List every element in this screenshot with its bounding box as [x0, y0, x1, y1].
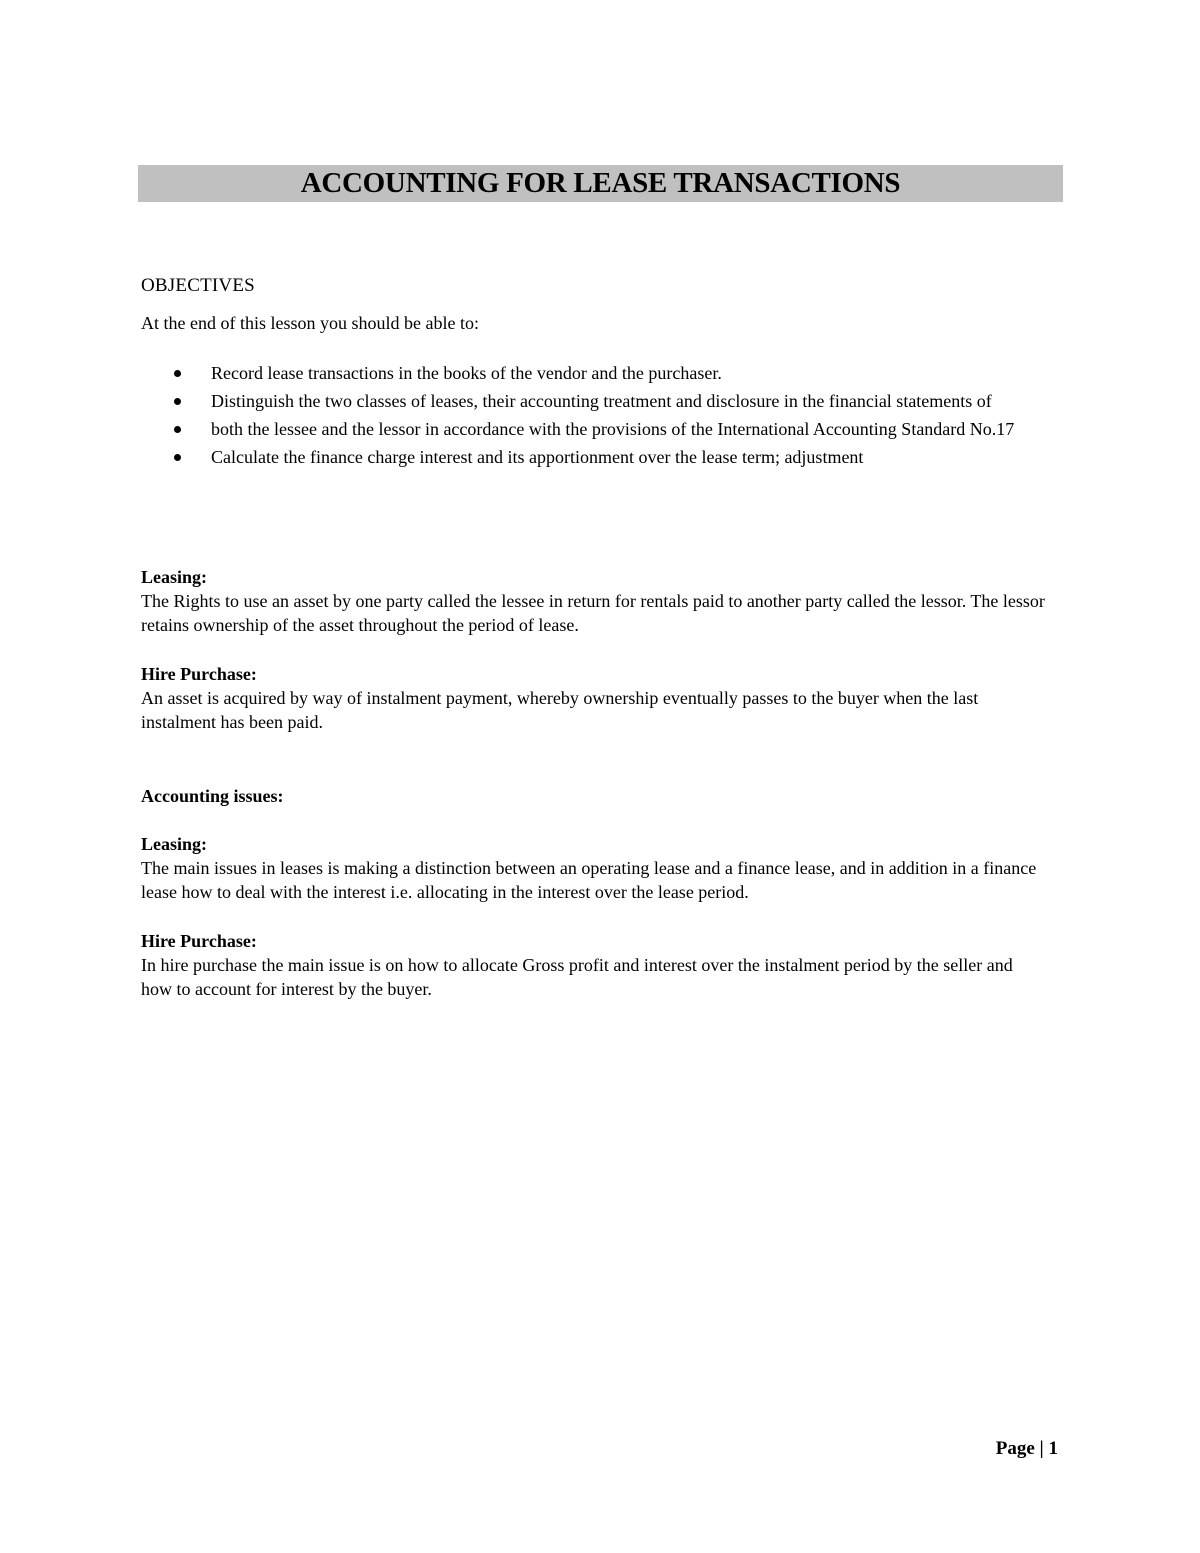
issues-hire-purchase-heading: Hire Purchase:: [141, 931, 257, 951]
leasing-heading: Leasing:: [141, 567, 208, 587]
objectives-intro: At the end of this lesson you should be able to:: [141, 313, 479, 333]
objective-text: Record lease transactions in the books of the vendor and the purchaser.: [211, 363, 722, 383]
issues-hire-purchase-text: In hire purchase the main issue is on how to allocate Gross profit and interest over the instalment period by the seller and how to account for interest by the buyer.: [141, 955, 1013, 999]
issues-leasing-heading: Leasing:: [141, 834, 208, 854]
bullet-icon: [174, 426, 181, 433]
bullet-icon: [174, 370, 181, 377]
issues-leasing: [141, 832, 1046, 904]
objectives-heading: OBJECTIVES: [141, 275, 255, 296]
leasing-definition: [141, 565, 1046, 637]
objective-item: [168, 417, 1060, 441]
objectives-list: [168, 361, 1060, 473]
document-title: ACCOUNTING FOR LEASE TRANSACTIONS: [300, 167, 901, 199]
objective-text: Distinguish the two classes of leases, their accounting treatment and disclosure in the financial statements of: [211, 391, 992, 411]
hire-purchase-definition: [141, 662, 1046, 734]
leasing-text: The Rights to use an asset by one party called the lessee in return for rentals paid to another party called the lessor. The lessor retains ownership of the asset throughout the period of lease.: [141, 591, 1045, 635]
bullet-icon: [174, 454, 181, 461]
objective-item: [168, 389, 1060, 413]
issues-leasing-text: The main issues in leases is making a distinction between an operating lease and a finance lease, and in addition in a finance lease how to deal with the interest i.e. allocating in the interest over the lease period.: [141, 858, 1037, 902]
hire-purchase-text: An asset is acquired by way of instalment payment, whereby ownership eventually passes to the buyer when the last instalment has been paid.: [141, 688, 979, 732]
bullet-icon: [174, 398, 181, 405]
page-number: Page | 1: [995, 1438, 1058, 1459]
objective-item: [168, 445, 1060, 469]
objective-text: both the lessee and the lessor in accordance with the provisions of the International Accounting Standard No.17: [211, 419, 1015, 439]
accounting-issues-section: [141, 784, 1046, 808]
hire-purchase-heading: Hire Purchase:: [141, 664, 257, 684]
title-banner: [138, 165, 1063, 202]
objective-item: [168, 361, 1060, 385]
issues-hire-purchase: [141, 929, 1046, 1001]
accounting-issues-heading: Accounting issues:: [141, 786, 284, 806]
objective-text: Calculate the finance charge interest and its apportionment over the lease term; adjustment: [211, 447, 864, 467]
